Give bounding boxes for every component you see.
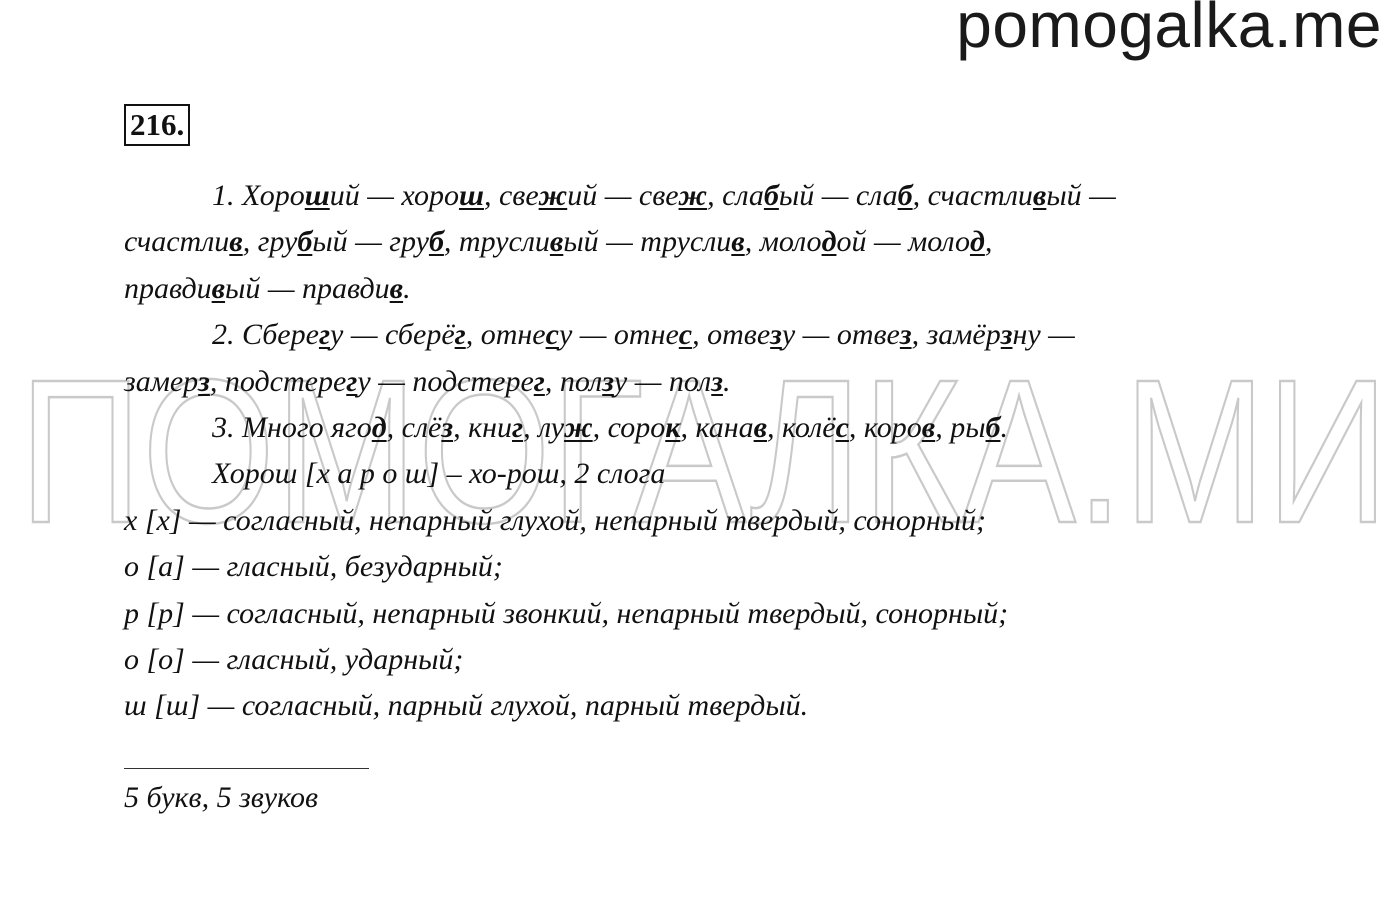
highlighted-letter: в	[549, 225, 564, 259]
text-segment: , замёр	[911, 318, 1001, 352]
text-line	[124, 219, 1304, 265]
text-segment: ну —	[1012, 318, 1075, 352]
highlighted-letter: г	[533, 364, 545, 398]
text-line	[124, 544, 1304, 590]
text-segment: 3. Много яго	[212, 410, 372, 444]
text-segment: х [х] — согласный, непарный глухой, непарный твердый, сонорный;	[124, 503, 987, 537]
text-segment: , кана	[680, 410, 754, 444]
highlighted-letter: в	[389, 271, 404, 305]
text-segment: , све	[483, 179, 539, 212]
text-segment: правди	[124, 271, 212, 305]
text-segment: , отне	[465, 318, 546, 352]
highlighted-letter: з	[770, 318, 782, 352]
watermark-text: ПОМОГАЛКА.МИ	[19, 362, 1389, 537]
highlighted-letter: в	[731, 225, 745, 259]
text-line	[124, 591, 1304, 637]
highlighted-letter: ш	[304, 179, 330, 212]
text-segment: 2. Сбере	[212, 318, 319, 352]
text-segment: , кни	[453, 410, 512, 444]
text-segment: , трусли	[443, 225, 550, 259]
text-segment: , коро	[848, 410, 922, 444]
text-segment: , отве	[692, 318, 771, 352]
highlighted-letter: б	[897, 179, 913, 212]
text-line	[124, 498, 1304, 544]
text-segment: о [о] — гласный, ударный;	[124, 642, 464, 676]
highlighted-letter: ж	[564, 410, 593, 444]
footnote-divider	[124, 768, 369, 769]
highlighted-letter: з	[441, 410, 454, 444]
highlighted-letter: з	[198, 364, 210, 398]
text-line	[124, 405, 1304, 451]
text-segment: р [р] — согласный, непарный звонкий, непарный твердый, сонорный;	[124, 596, 1009, 630]
exercise-text	[124, 173, 1304, 730]
text-segment: , пол	[544, 364, 603, 398]
highlighted-letter: д	[371, 410, 387, 444]
highlighted-letter: ш	[458, 179, 484, 212]
text-segment: , соро	[592, 410, 666, 444]
text-segment: , подстере	[209, 364, 347, 398]
highlighted-letter: з	[711, 364, 723, 398]
text-segment: , сла	[707, 179, 764, 212]
text-line	[124, 683, 1304, 729]
text-segment: счастли	[124, 225, 230, 259]
text-segment: у — отве	[781, 318, 900, 352]
task-number: 216.	[124, 104, 190, 146]
text-segment: .	[722, 364, 731, 398]
text-line	[124, 359, 1304, 405]
highlighted-letter: б	[763, 179, 779, 212]
text-segment: у — сберё	[330, 318, 455, 352]
highlighted-letter: в	[1032, 179, 1047, 212]
text-segment: ый —	[1046, 179, 1116, 212]
highlighted-letter: б	[428, 225, 444, 259]
text-segment: ый — трусли	[563, 225, 732, 259]
text-segment: , счастли	[912, 179, 1033, 212]
highlighted-letter: б	[297, 225, 313, 259]
highlighted-letter: г	[318, 318, 331, 352]
highlighted-letter: г	[454, 318, 466, 352]
text-segment: ый — гру	[312, 225, 429, 259]
text-line	[124, 266, 1304, 312]
highlighted-letter: з	[899, 318, 912, 352]
text-line	[124, 173, 1304, 219]
highlighted-letter: з	[602, 364, 614, 398]
highlighted-letter: в	[229, 225, 243, 259]
highlighted-letter: в	[921, 410, 936, 444]
text-segment: ой — моло	[836, 225, 970, 259]
text-segment: 1. Хоро	[212, 179, 305, 212]
text-segment: замер	[124, 364, 199, 398]
text-line	[124, 451, 1304, 497]
highlighted-letter: г	[511, 410, 524, 444]
text-segment: , лу	[523, 410, 565, 444]
text-segment: у — отне	[558, 318, 679, 352]
text-segment: о [а] — гласный, безударный;	[124, 550, 503, 584]
highlighted-letter: д	[969, 225, 985, 259]
highlighted-letter: г	[346, 364, 358, 398]
text-segment: ий — хоро	[329, 179, 459, 212]
text-segment: , слё	[386, 410, 442, 444]
site-logo: pomogalka.me	[956, 0, 1382, 61]
text-segment: Хорош [х а р о ш] – хо-рош, 2 слога	[212, 457, 666, 491]
highlighted-letter: в	[211, 271, 226, 305]
text-segment: ий — све	[567, 179, 679, 212]
text-line	[124, 312, 1304, 358]
highlighted-letter: с	[545, 318, 559, 352]
text-segment: у — пол	[613, 364, 712, 398]
text-segment: , ры	[935, 410, 986, 444]
text-segment: .	[1000, 410, 1009, 444]
highlighted-letter: к	[665, 410, 681, 444]
text-segment: , гру	[242, 225, 298, 259]
text-segment: ш [ш] — согласный, парный глухой, парный твердый.	[124, 689, 809, 723]
text-segment: .	[403, 271, 411, 305]
text-segment: ый — правди	[225, 271, 390, 305]
highlighted-letter: с	[835, 410, 849, 444]
highlighted-letter: з	[1000, 318, 1013, 352]
highlighted-letter: б	[985, 410, 1001, 444]
highlighted-letter: в	[753, 410, 768, 444]
highlighted-letter: ж	[678, 179, 708, 212]
text-segment: , моло	[744, 225, 822, 259]
highlighted-letter: с	[678, 318, 693, 352]
text-segment: ,	[984, 225, 993, 259]
text-segment: , колё	[767, 410, 836, 444]
highlighted-letter: ж	[538, 179, 568, 212]
text-line	[124, 637, 1304, 683]
footnote: 5 букв, 5 звуков	[124, 781, 319, 814]
text-segment: у — подстере	[357, 364, 534, 398]
text-segment: ый — сла	[778, 179, 898, 212]
highlighted-letter: д	[821, 225, 837, 259]
